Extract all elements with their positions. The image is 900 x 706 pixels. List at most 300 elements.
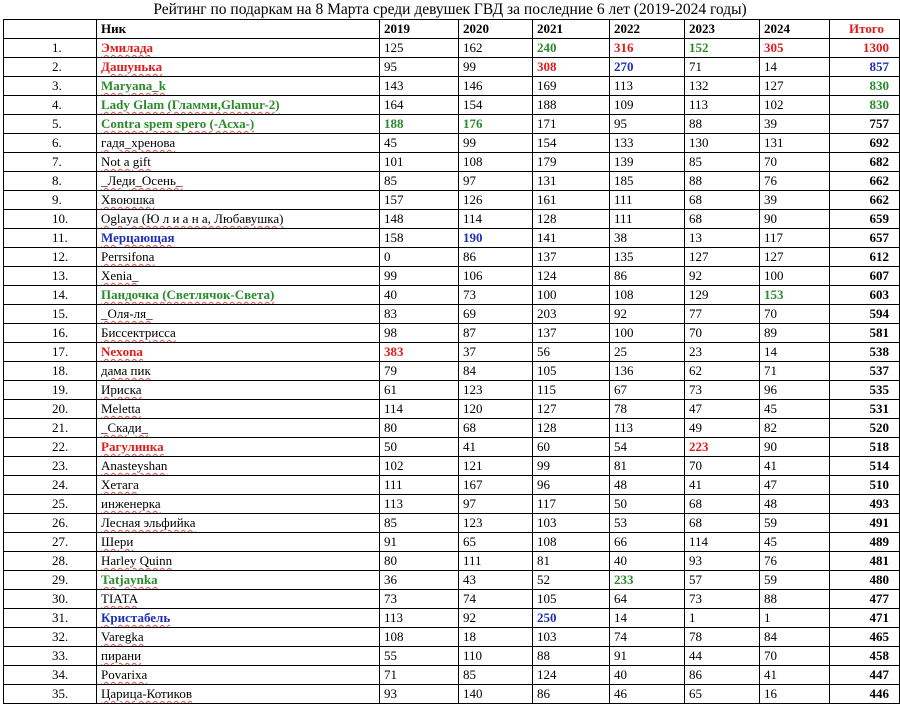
nick-cell xyxy=(97,514,380,533)
total-cell: 518 xyxy=(830,438,900,457)
rank-cell: 27. xyxy=(4,533,97,552)
year-value-cell: 77 xyxy=(685,305,760,324)
rank-cell: 23. xyxy=(4,457,97,476)
nick-label: пирани xyxy=(101,648,142,663)
year-value-cell: 59 xyxy=(760,514,830,533)
total-cell: 520 xyxy=(830,419,900,438)
total-cell: 692 xyxy=(830,134,900,153)
nick-label: Рагулинка xyxy=(101,439,164,454)
year-value-cell: 70 xyxy=(760,305,830,324)
total-cell: 447 xyxy=(830,666,900,685)
total-cell: 471 xyxy=(830,609,900,628)
year-value-cell: 76 xyxy=(760,172,830,191)
nick-cell xyxy=(97,153,380,172)
year-value-cell: 99 xyxy=(533,457,610,476)
year-value-cell: 148 xyxy=(380,210,459,229)
year-value-cell: 41 xyxy=(459,438,533,457)
nick-label: Harley Quinn xyxy=(101,553,173,568)
table-row xyxy=(4,39,900,58)
year-value-cell: 128 xyxy=(533,210,610,229)
year-value-cell: 308 xyxy=(533,58,610,77)
year-value-cell: 92 xyxy=(685,267,760,286)
year-value-cell: 139 xyxy=(610,153,685,172)
year-header-2020: 2020 xyxy=(459,20,533,39)
year-value-cell: 95 xyxy=(610,115,685,134)
year-value-cell: 113 xyxy=(610,419,685,438)
year-value-cell: 157 xyxy=(380,191,459,210)
year-value-cell: 1 xyxy=(685,609,760,628)
year-value-cell: 188 xyxy=(380,115,459,134)
year-value-cell: 100 xyxy=(533,286,610,305)
table-row xyxy=(4,229,900,248)
year-value-cell: 129 xyxy=(685,286,760,305)
year-value-cell: 270 xyxy=(610,58,685,77)
year-value-cell: 121 xyxy=(459,457,533,476)
nick-cell xyxy=(97,457,380,476)
total-cell: 514 xyxy=(830,457,900,476)
year-value-cell: 111 xyxy=(459,552,533,571)
year-value-cell: 82 xyxy=(760,419,830,438)
table-row xyxy=(4,514,900,533)
rank-cell: 14. xyxy=(4,286,97,305)
nick-cell xyxy=(97,609,380,628)
table-row xyxy=(4,153,900,172)
year-value-cell: 105 xyxy=(533,362,610,381)
year-value-cell: 92 xyxy=(610,305,685,324)
nick-cell xyxy=(97,666,380,685)
nick-cell xyxy=(97,438,380,457)
rank-cell: 16. xyxy=(4,324,97,343)
total-cell: 489 xyxy=(830,533,900,552)
year-value-cell: 125 xyxy=(380,39,459,58)
year-value-cell: 68 xyxy=(685,191,760,210)
year-value-cell: 93 xyxy=(380,685,459,704)
year-value-cell: 36 xyxy=(380,571,459,590)
year-value-cell: 74 xyxy=(610,628,685,647)
year-value-cell: 130 xyxy=(685,134,760,153)
year-value-cell: 106 xyxy=(459,267,533,286)
nick-label: Lady Glam (Гламми,Glamur-2) xyxy=(101,97,280,112)
total-cell: 662 xyxy=(830,172,900,191)
nick-label: Лесная эльфийка xyxy=(101,515,196,530)
year-value-cell: 105 xyxy=(533,590,610,609)
table-row xyxy=(4,191,900,210)
nick-cell xyxy=(97,115,380,134)
total-cell: 493 xyxy=(830,495,900,514)
year-value-cell: 48 xyxy=(760,495,830,514)
year-value-cell: 53 xyxy=(610,514,685,533)
year-value-cell: 154 xyxy=(459,96,533,115)
year-value-cell: 137 xyxy=(533,248,610,267)
year-value-cell: 127 xyxy=(685,248,760,267)
total-cell: 830 xyxy=(830,77,900,96)
year-value-cell: 100 xyxy=(760,267,830,286)
nick-label: Дашунька xyxy=(101,59,163,74)
year-value-cell: 68 xyxy=(685,495,760,514)
year-value-cell: 66 xyxy=(610,533,685,552)
total-header: Итого xyxy=(830,20,900,39)
total-cell: 657 xyxy=(830,229,900,248)
nick-label: Шери xyxy=(101,534,134,549)
year-value-cell: 48 xyxy=(610,476,685,495)
year-value-cell: 86 xyxy=(610,267,685,286)
rank-cell: 34. xyxy=(4,666,97,685)
year-value-cell: 113 xyxy=(380,495,459,514)
year-value-cell: 84 xyxy=(760,628,830,647)
year-value-cell: 68 xyxy=(459,419,533,438)
year-value-cell: 316 xyxy=(610,39,685,58)
year-value-cell: 88 xyxy=(760,590,830,609)
year-value-cell: 86 xyxy=(685,666,760,685)
nick-header: Ник xyxy=(97,20,380,39)
year-value-cell: 18 xyxy=(459,628,533,647)
year-value-cell: 41 xyxy=(760,666,830,685)
year-value-cell: 109 xyxy=(610,96,685,115)
year-value-cell: 41 xyxy=(760,457,830,476)
year-value-cell: 305 xyxy=(760,39,830,58)
year-value-cell: 131 xyxy=(760,134,830,153)
year-value-cell: 114 xyxy=(380,400,459,419)
year-header-2019: 2019 xyxy=(380,20,459,39)
table-row xyxy=(4,628,900,647)
year-value-cell: 78 xyxy=(685,628,760,647)
nick-label: Ириска xyxy=(101,382,142,397)
year-value-cell: 383 xyxy=(380,343,459,362)
year-value-cell: 117 xyxy=(533,495,610,514)
year-value-cell: 56 xyxy=(533,343,610,362)
year-value-cell: 50 xyxy=(610,495,685,514)
rank-cell: 9. xyxy=(4,191,97,210)
total-cell: 477 xyxy=(830,590,900,609)
year-value-cell: 57 xyxy=(685,571,760,590)
total-cell: 682 xyxy=(830,153,900,172)
nick-cell xyxy=(97,533,380,552)
year-value-cell: 123 xyxy=(459,514,533,533)
nick-label: дама пик xyxy=(101,363,151,378)
rank-cell: 32. xyxy=(4,628,97,647)
total-cell: 757 xyxy=(830,115,900,134)
year-value-cell: 52 xyxy=(533,571,610,590)
year-value-cell: 133 xyxy=(610,134,685,153)
rank-cell: 22. xyxy=(4,438,97,457)
year-value-cell: 46 xyxy=(610,685,685,704)
year-header-2023: 2023 xyxy=(685,20,760,39)
year-value-cell: 115 xyxy=(533,381,610,400)
year-value-cell: 123 xyxy=(459,381,533,400)
year-value-cell: 124 xyxy=(533,267,610,286)
table-row xyxy=(4,267,900,286)
year-value-cell: 76 xyxy=(760,552,830,571)
table-row xyxy=(4,134,900,153)
year-value-cell: 91 xyxy=(380,533,459,552)
year-value-cell: 86 xyxy=(533,685,610,704)
year-value-cell: 47 xyxy=(760,476,830,495)
year-value-cell: 79 xyxy=(380,362,459,381)
nick-label: Oglaya (Ю л и а н а, Любавушка) xyxy=(101,211,284,226)
year-value-cell: 128 xyxy=(533,419,610,438)
year-value-cell: 59 xyxy=(760,571,830,590)
nick-label: Maryana_k xyxy=(101,78,166,93)
total-cell: 446 xyxy=(830,685,900,704)
nick-label: Nexona xyxy=(101,344,143,359)
year-value-cell: 126 xyxy=(459,191,533,210)
year-value-cell: 96 xyxy=(533,476,610,495)
table-row xyxy=(4,647,900,666)
table-row xyxy=(4,381,900,400)
year-value-cell: 85 xyxy=(380,514,459,533)
year-value-cell: 113 xyxy=(610,77,685,96)
year-value-cell: 95 xyxy=(380,58,459,77)
total-cell: 491 xyxy=(830,514,900,533)
year-value-cell: 39 xyxy=(760,191,830,210)
year-value-cell: 99 xyxy=(380,267,459,286)
nick-label: Contra spem spero (-Асха-) xyxy=(101,116,255,131)
nick-cell xyxy=(97,419,380,438)
table-row xyxy=(4,96,900,115)
year-value-cell: 73 xyxy=(459,286,533,305)
year-value-cell: 47 xyxy=(685,400,760,419)
table-row xyxy=(4,571,900,590)
table-row xyxy=(4,305,900,324)
table-row xyxy=(4,419,900,438)
year-value-cell: 90 xyxy=(760,438,830,457)
year-value-cell: 71 xyxy=(380,666,459,685)
rank-cell: 33. xyxy=(4,647,97,666)
nick-label: Povarixa xyxy=(101,667,148,682)
nick-label: Not a gift xyxy=(101,154,151,169)
year-value-cell: 71 xyxy=(685,58,760,77)
year-value-cell: 14 xyxy=(760,343,830,362)
table-row xyxy=(4,552,900,571)
table-row xyxy=(4,115,900,134)
year-value-cell: 83 xyxy=(380,305,459,324)
nick-label: Meletta xyxy=(101,401,141,416)
year-value-cell: 233 xyxy=(610,571,685,590)
rank-cell: 29. xyxy=(4,571,97,590)
rating-table xyxy=(3,19,900,704)
nick-cell xyxy=(97,191,380,210)
header-row xyxy=(4,20,900,39)
year-value-cell: 127 xyxy=(533,400,610,419)
page-title: Рейтинг по подаркам на 8 Марта среди девушек ГВД за последние 6 лет (2019-2024 годы) xyxy=(153,1,747,18)
year-value-cell: 169 xyxy=(533,77,610,96)
nick-cell xyxy=(97,58,380,77)
nick-cell xyxy=(97,96,380,115)
year-value-cell: 108 xyxy=(610,286,685,305)
nick-label: _Оля-ля_ xyxy=(101,306,153,321)
rank-header xyxy=(4,20,97,39)
nick-label: Xenia_ xyxy=(101,268,139,283)
year-value-cell: 84 xyxy=(459,362,533,381)
nick-cell xyxy=(97,552,380,571)
total-cell: 659 xyxy=(830,210,900,229)
table-row xyxy=(4,476,900,495)
year-value-cell: 37 xyxy=(459,343,533,362)
rank-cell: 4. xyxy=(4,96,97,115)
total-cell: 537 xyxy=(830,362,900,381)
rank-cell: 31. xyxy=(4,609,97,628)
rank-cell: 8. xyxy=(4,172,97,191)
year-value-cell: 250 xyxy=(533,609,610,628)
year-value-cell: 111 xyxy=(380,476,459,495)
rank-cell: 19. xyxy=(4,381,97,400)
table-row xyxy=(4,400,900,419)
year-value-cell: 190 xyxy=(459,229,533,248)
nick-cell xyxy=(97,248,380,267)
year-value-cell: 87 xyxy=(459,324,533,343)
year-value-cell: 101 xyxy=(380,153,459,172)
year-value-cell: 141 xyxy=(533,229,610,248)
year-value-cell: 90 xyxy=(760,210,830,229)
year-value-cell: 103 xyxy=(533,628,610,647)
year-value-cell: 14 xyxy=(610,609,685,628)
year-value-cell: 100 xyxy=(610,324,685,343)
nick-label: _Леди_Осень_ xyxy=(101,173,183,188)
nick-cell xyxy=(97,77,380,96)
year-value-cell: 140 xyxy=(459,685,533,704)
year-value-cell: 162 xyxy=(459,39,533,58)
year-value-cell: 110 xyxy=(459,647,533,666)
table-row xyxy=(4,685,900,704)
nick-cell xyxy=(97,286,380,305)
year-value-cell: 135 xyxy=(610,248,685,267)
rank-cell: 3. xyxy=(4,77,97,96)
total-cell: 538 xyxy=(830,343,900,362)
year-value-cell: 97 xyxy=(459,495,533,514)
year-value-cell: 108 xyxy=(380,628,459,647)
year-value-cell: 120 xyxy=(459,400,533,419)
total-cell: 1300 xyxy=(830,39,900,58)
year-value-cell: 71 xyxy=(760,362,830,381)
year-value-cell: 55 xyxy=(380,647,459,666)
rank-cell: 2. xyxy=(4,58,97,77)
year-value-cell: 161 xyxy=(533,191,610,210)
total-cell: 531 xyxy=(830,400,900,419)
rank-cell: 21. xyxy=(4,419,97,438)
year-value-cell: 132 xyxy=(685,77,760,96)
year-value-cell: 62 xyxy=(685,362,760,381)
rank-cell: 6. xyxy=(4,134,97,153)
year-value-cell: 127 xyxy=(760,77,830,96)
nick-cell xyxy=(97,324,380,343)
year-value-cell: 50 xyxy=(380,438,459,457)
total-cell: 662 xyxy=(830,191,900,210)
nick-label: гадя_хренова xyxy=(101,135,176,150)
year-value-cell: 88 xyxy=(685,172,760,191)
rank-cell: 17. xyxy=(4,343,97,362)
nick-label: Хвоюшка xyxy=(101,192,155,207)
year-value-cell: 40 xyxy=(610,666,685,685)
rank-cell: 11. xyxy=(4,229,97,248)
nick-label: ТІАТА xyxy=(101,591,139,606)
nick-label: Пандочка (Светлячок-Света) xyxy=(101,287,275,302)
year-header-2022: 2022 xyxy=(610,20,685,39)
year-value-cell: 80 xyxy=(380,419,459,438)
year-value-cell: 70 xyxy=(760,153,830,172)
year-header-2021: 2021 xyxy=(533,20,610,39)
nick-cell xyxy=(97,571,380,590)
year-value-cell: 185 xyxy=(610,172,685,191)
year-value-cell: 97 xyxy=(459,172,533,191)
rank-cell: 24. xyxy=(4,476,97,495)
nick-label: Tatjaynka xyxy=(101,572,158,587)
year-value-cell: 70 xyxy=(685,324,760,343)
nick-label: Биссектрисса xyxy=(101,325,176,340)
nick-label: инженерка xyxy=(101,496,161,511)
table-row xyxy=(4,210,900,229)
year-value-cell: 113 xyxy=(685,96,760,115)
year-value-cell: 14 xyxy=(760,58,830,77)
year-value-cell: 98 xyxy=(380,324,459,343)
rank-cell: 5. xyxy=(4,115,97,134)
year-value-cell: 99 xyxy=(459,58,533,77)
year-value-cell: 158 xyxy=(380,229,459,248)
year-value-cell: 61 xyxy=(380,381,459,400)
year-value-cell: 13 xyxy=(685,229,760,248)
rank-cell: 20. xyxy=(4,400,97,419)
year-value-cell: 70 xyxy=(685,457,760,476)
nick-cell xyxy=(97,229,380,248)
nick-label: _Скади_ xyxy=(101,420,149,435)
total-cell: 458 xyxy=(830,647,900,666)
table-body xyxy=(4,39,900,704)
nick-cell xyxy=(97,476,380,495)
year-value-cell: 88 xyxy=(685,115,760,134)
nick-cell xyxy=(97,210,380,229)
year-value-cell: 64 xyxy=(610,590,685,609)
year-value-cell: 179 xyxy=(533,153,610,172)
total-cell: 510 xyxy=(830,476,900,495)
year-value-cell: 88 xyxy=(533,647,610,666)
total-cell: 594 xyxy=(830,305,900,324)
year-value-cell: 146 xyxy=(459,77,533,96)
nick-label: Хетага xyxy=(101,477,139,492)
year-value-cell: 81 xyxy=(533,552,610,571)
year-value-cell: 108 xyxy=(459,153,533,172)
year-value-cell: 131 xyxy=(533,172,610,191)
nick-label: Царица-Котиков xyxy=(101,686,192,701)
year-value-cell: 60 xyxy=(533,438,610,457)
year-value-cell: 78 xyxy=(610,400,685,419)
year-value-cell: 108 xyxy=(533,533,610,552)
year-value-cell: 68 xyxy=(685,514,760,533)
nick-cell xyxy=(97,685,380,704)
year-value-cell: 164 xyxy=(380,96,459,115)
rank-cell: 28. xyxy=(4,552,97,571)
year-value-cell: 73 xyxy=(685,590,760,609)
rank-cell: 7. xyxy=(4,153,97,172)
year-value-cell: 0 xyxy=(380,248,459,267)
total-cell: 465 xyxy=(830,628,900,647)
table-row xyxy=(4,609,900,628)
year-value-cell: 124 xyxy=(533,666,610,685)
rank-cell: 15. xyxy=(4,305,97,324)
nick-cell xyxy=(97,305,380,324)
total-cell: 480 xyxy=(830,571,900,590)
table-row xyxy=(4,77,900,96)
year-value-cell: 45 xyxy=(760,533,830,552)
nick-cell xyxy=(97,647,380,666)
year-value-cell: 23 xyxy=(685,343,760,362)
year-value-cell: 152 xyxy=(685,39,760,58)
year-value-cell: 102 xyxy=(760,96,830,115)
year-value-cell: 102 xyxy=(380,457,459,476)
nick-cell xyxy=(97,590,380,609)
table-row xyxy=(4,324,900,343)
year-value-cell: 43 xyxy=(459,571,533,590)
nick-cell xyxy=(97,628,380,647)
rank-cell: 12. xyxy=(4,248,97,267)
